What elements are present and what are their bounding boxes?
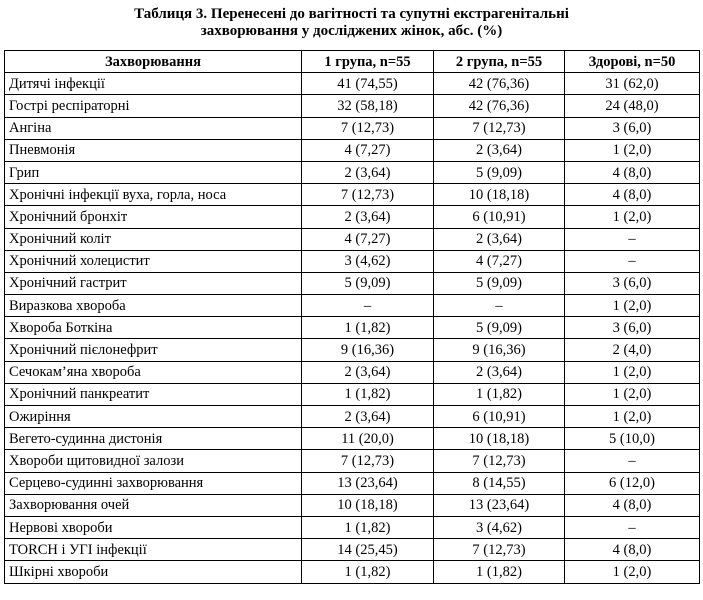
caption-line-2: захворювання у досліджених жінок, абс. (%) [200, 23, 503, 39]
disease-cell: Ожиріння [5, 406, 302, 428]
group-2-cell: 2 (3,64) [434, 361, 565, 383]
group-2-cell: 7 (12,73) [434, 539, 565, 561]
disease-cell: Хронічні інфекції вуха, горла, носа [5, 184, 302, 206]
group-1-cell: 4 (7,27) [302, 228, 434, 250]
healthy-cell: – [565, 250, 700, 272]
group-1-cell: 2 (3,64) [302, 161, 434, 183]
group-1-cell: 5 (9,09) [302, 272, 434, 294]
disease-cell: Виразкова хвороба [5, 295, 302, 317]
group-1-cell: 10 (18,18) [302, 494, 434, 516]
healthy-cell: – [565, 228, 700, 250]
group-2-cell: 1 (1,82) [434, 561, 565, 583]
group-2-cell: 4 (7,27) [434, 250, 565, 272]
disease-cell: Хвороба Боткіна [5, 317, 302, 339]
group-2-cell: 6 (10,91) [434, 206, 565, 228]
healthy-cell: 31 (62,0) [565, 73, 700, 95]
healthy-cell: 1 (2,0) [565, 139, 700, 161]
group-2-cell: 3 (4,62) [434, 516, 565, 538]
table-row [5, 561, 700, 583]
group-1-cell: 1 (1,82) [302, 317, 434, 339]
healthy-cell: – [565, 516, 700, 538]
table-row [5, 161, 700, 183]
table-row [5, 295, 700, 317]
healthy-cell: 1 (2,0) [565, 361, 700, 383]
disease-cell: Хронічний холецистит [5, 250, 302, 272]
disease-cell: Нервові хвороби [5, 516, 302, 538]
disease-cell: Серцево-судинні захворювання [5, 472, 302, 494]
table-row [5, 339, 700, 361]
healthy-cell: 1 (2,0) [565, 383, 700, 405]
disease-cell: Дитячі інфекції [5, 73, 302, 95]
table-row [5, 406, 700, 428]
group-1-cell: 3 (4,62) [302, 250, 434, 272]
group-2-cell: 2 (3,64) [434, 228, 565, 250]
group-2-cell: 10 (18,18) [434, 184, 565, 206]
group-1-cell: 32 (58,18) [302, 95, 434, 117]
disease-cell: TORCH і УГІ інфекції [5, 539, 302, 561]
group-2-cell: 2 (3,64) [434, 139, 565, 161]
header-group-1: 1 група, n=55 [302, 51, 434, 73]
healthy-cell: 4 (8,0) [565, 161, 700, 183]
group-2-cell: 10 (18,18) [434, 428, 565, 450]
group-1-cell: 9 (16,36) [302, 339, 434, 361]
table-header [5, 51, 700, 73]
table-row [5, 95, 700, 117]
group-2-cell: 42 (76,36) [434, 95, 565, 117]
group-2-cell: 42 (76,36) [434, 73, 565, 95]
healthy-cell: 1 (2,0) [565, 561, 700, 583]
table-row [5, 184, 700, 206]
caption-line-1: Таблиця 3. Перенесені до вагітності та супутні екстрагенітальні [134, 6, 569, 22]
group-1-cell: 7 (12,73) [302, 184, 434, 206]
disease-cell: Ангіна [5, 117, 302, 139]
header-group-2: 2 група, n=55 [434, 51, 565, 73]
group-1-cell: 14 (25,45) [302, 539, 434, 561]
table-row [5, 361, 700, 383]
group-2-cell: 1 (1,82) [434, 383, 565, 405]
table-row [5, 428, 700, 450]
healthy-cell: 2 (4,0) [565, 339, 700, 361]
table-row [5, 516, 700, 538]
group-1-cell: 2 (3,64) [302, 406, 434, 428]
group-1-cell: 13 (23,64) [302, 472, 434, 494]
header-healthy: Здорові, n=50 [565, 51, 700, 73]
healthy-cell: 1 (2,0) [565, 295, 700, 317]
table-row [5, 228, 700, 250]
group-1-cell: 4 (7,27) [302, 139, 434, 161]
table-row [5, 383, 700, 405]
group-1-cell: 41 (74,55) [302, 73, 434, 95]
healthy-cell: 1 (2,0) [565, 206, 700, 228]
healthy-cell: 24 (48,0) [565, 95, 700, 117]
group-1-cell: 2 (3,64) [302, 206, 434, 228]
table-row [5, 317, 700, 339]
disease-cell: Хронічний коліт [5, 228, 302, 250]
healthy-cell: 5 (10,0) [565, 428, 700, 450]
disease-cell: Пневмонія [5, 139, 302, 161]
group-2-cell: 13 (23,64) [434, 494, 565, 516]
group-2-cell: 6 (10,91) [434, 406, 565, 428]
healthy-cell: 4 (8,0) [565, 184, 700, 206]
disease-cell: Хронічний панкреатит [5, 383, 302, 405]
header-disease: Захворювання [5, 51, 302, 73]
disease-cell: Шкірні хвороби [5, 561, 302, 583]
healthy-cell: 6 (12,0) [565, 472, 700, 494]
disease-cell: Вегето-судинна дистонія [5, 428, 302, 450]
disease-cell: Хронічний бронхіт [5, 206, 302, 228]
group-2-cell: 5 (9,09) [434, 161, 565, 183]
table-row [5, 139, 700, 161]
group-2-cell: 8 (14,55) [434, 472, 565, 494]
table-row [5, 539, 700, 561]
group-1-cell: 1 (1,82) [302, 383, 434, 405]
healthy-cell: 3 (6,0) [565, 272, 700, 294]
table-row [5, 117, 700, 139]
disease-cell: Гострі респіраторні [5, 95, 302, 117]
healthy-cell: 4 (8,0) [565, 539, 700, 561]
disease-cell: Сечокам’яна хвороба [5, 361, 302, 383]
group-2-cell: 7 (12,73) [434, 117, 565, 139]
group-1-cell: 1 (1,82) [302, 561, 434, 583]
healthy-cell: – [565, 450, 700, 472]
morbidity-table [4, 50, 700, 584]
group-1-cell: – [302, 295, 434, 317]
group-1-cell: 7 (12,73) [302, 117, 434, 139]
group-1-cell: 1 (1,82) [302, 516, 434, 538]
table-caption [0, 6, 703, 40]
group-2-cell: 7 (12,73) [434, 450, 565, 472]
healthy-cell: 3 (6,0) [565, 317, 700, 339]
healthy-cell: 4 (8,0) [565, 494, 700, 516]
group-1-cell: 11 (20,0) [302, 428, 434, 450]
disease-cell: Захворювання очей [5, 494, 302, 516]
group-2-cell: – [434, 295, 565, 317]
healthy-cell: 1 (2,0) [565, 406, 700, 428]
table-row [5, 450, 700, 472]
group-2-cell: 9 (16,36) [434, 339, 565, 361]
disease-cell: Грип [5, 161, 302, 183]
morbidity-table-container [4, 50, 699, 584]
table-body [5, 73, 700, 583]
group-2-cell: 5 (9,09) [434, 317, 565, 339]
disease-cell: Хвороби щитовидної залози [5, 450, 302, 472]
table-row [5, 250, 700, 272]
group-1-cell: 2 (3,64) [302, 361, 434, 383]
table-row [5, 272, 700, 294]
disease-cell: Хронічний гастрит [5, 272, 302, 294]
table-row [5, 472, 700, 494]
disease-cell: Хронічний пієлонефрит [5, 339, 302, 361]
table-row [5, 73, 700, 95]
group-2-cell: 5 (9,09) [434, 272, 565, 294]
header-row [5, 51, 700, 73]
healthy-cell: 3 (6,0) [565, 117, 700, 139]
table-row [5, 494, 700, 516]
table-row [5, 206, 700, 228]
group-1-cell: 7 (12,73) [302, 450, 434, 472]
